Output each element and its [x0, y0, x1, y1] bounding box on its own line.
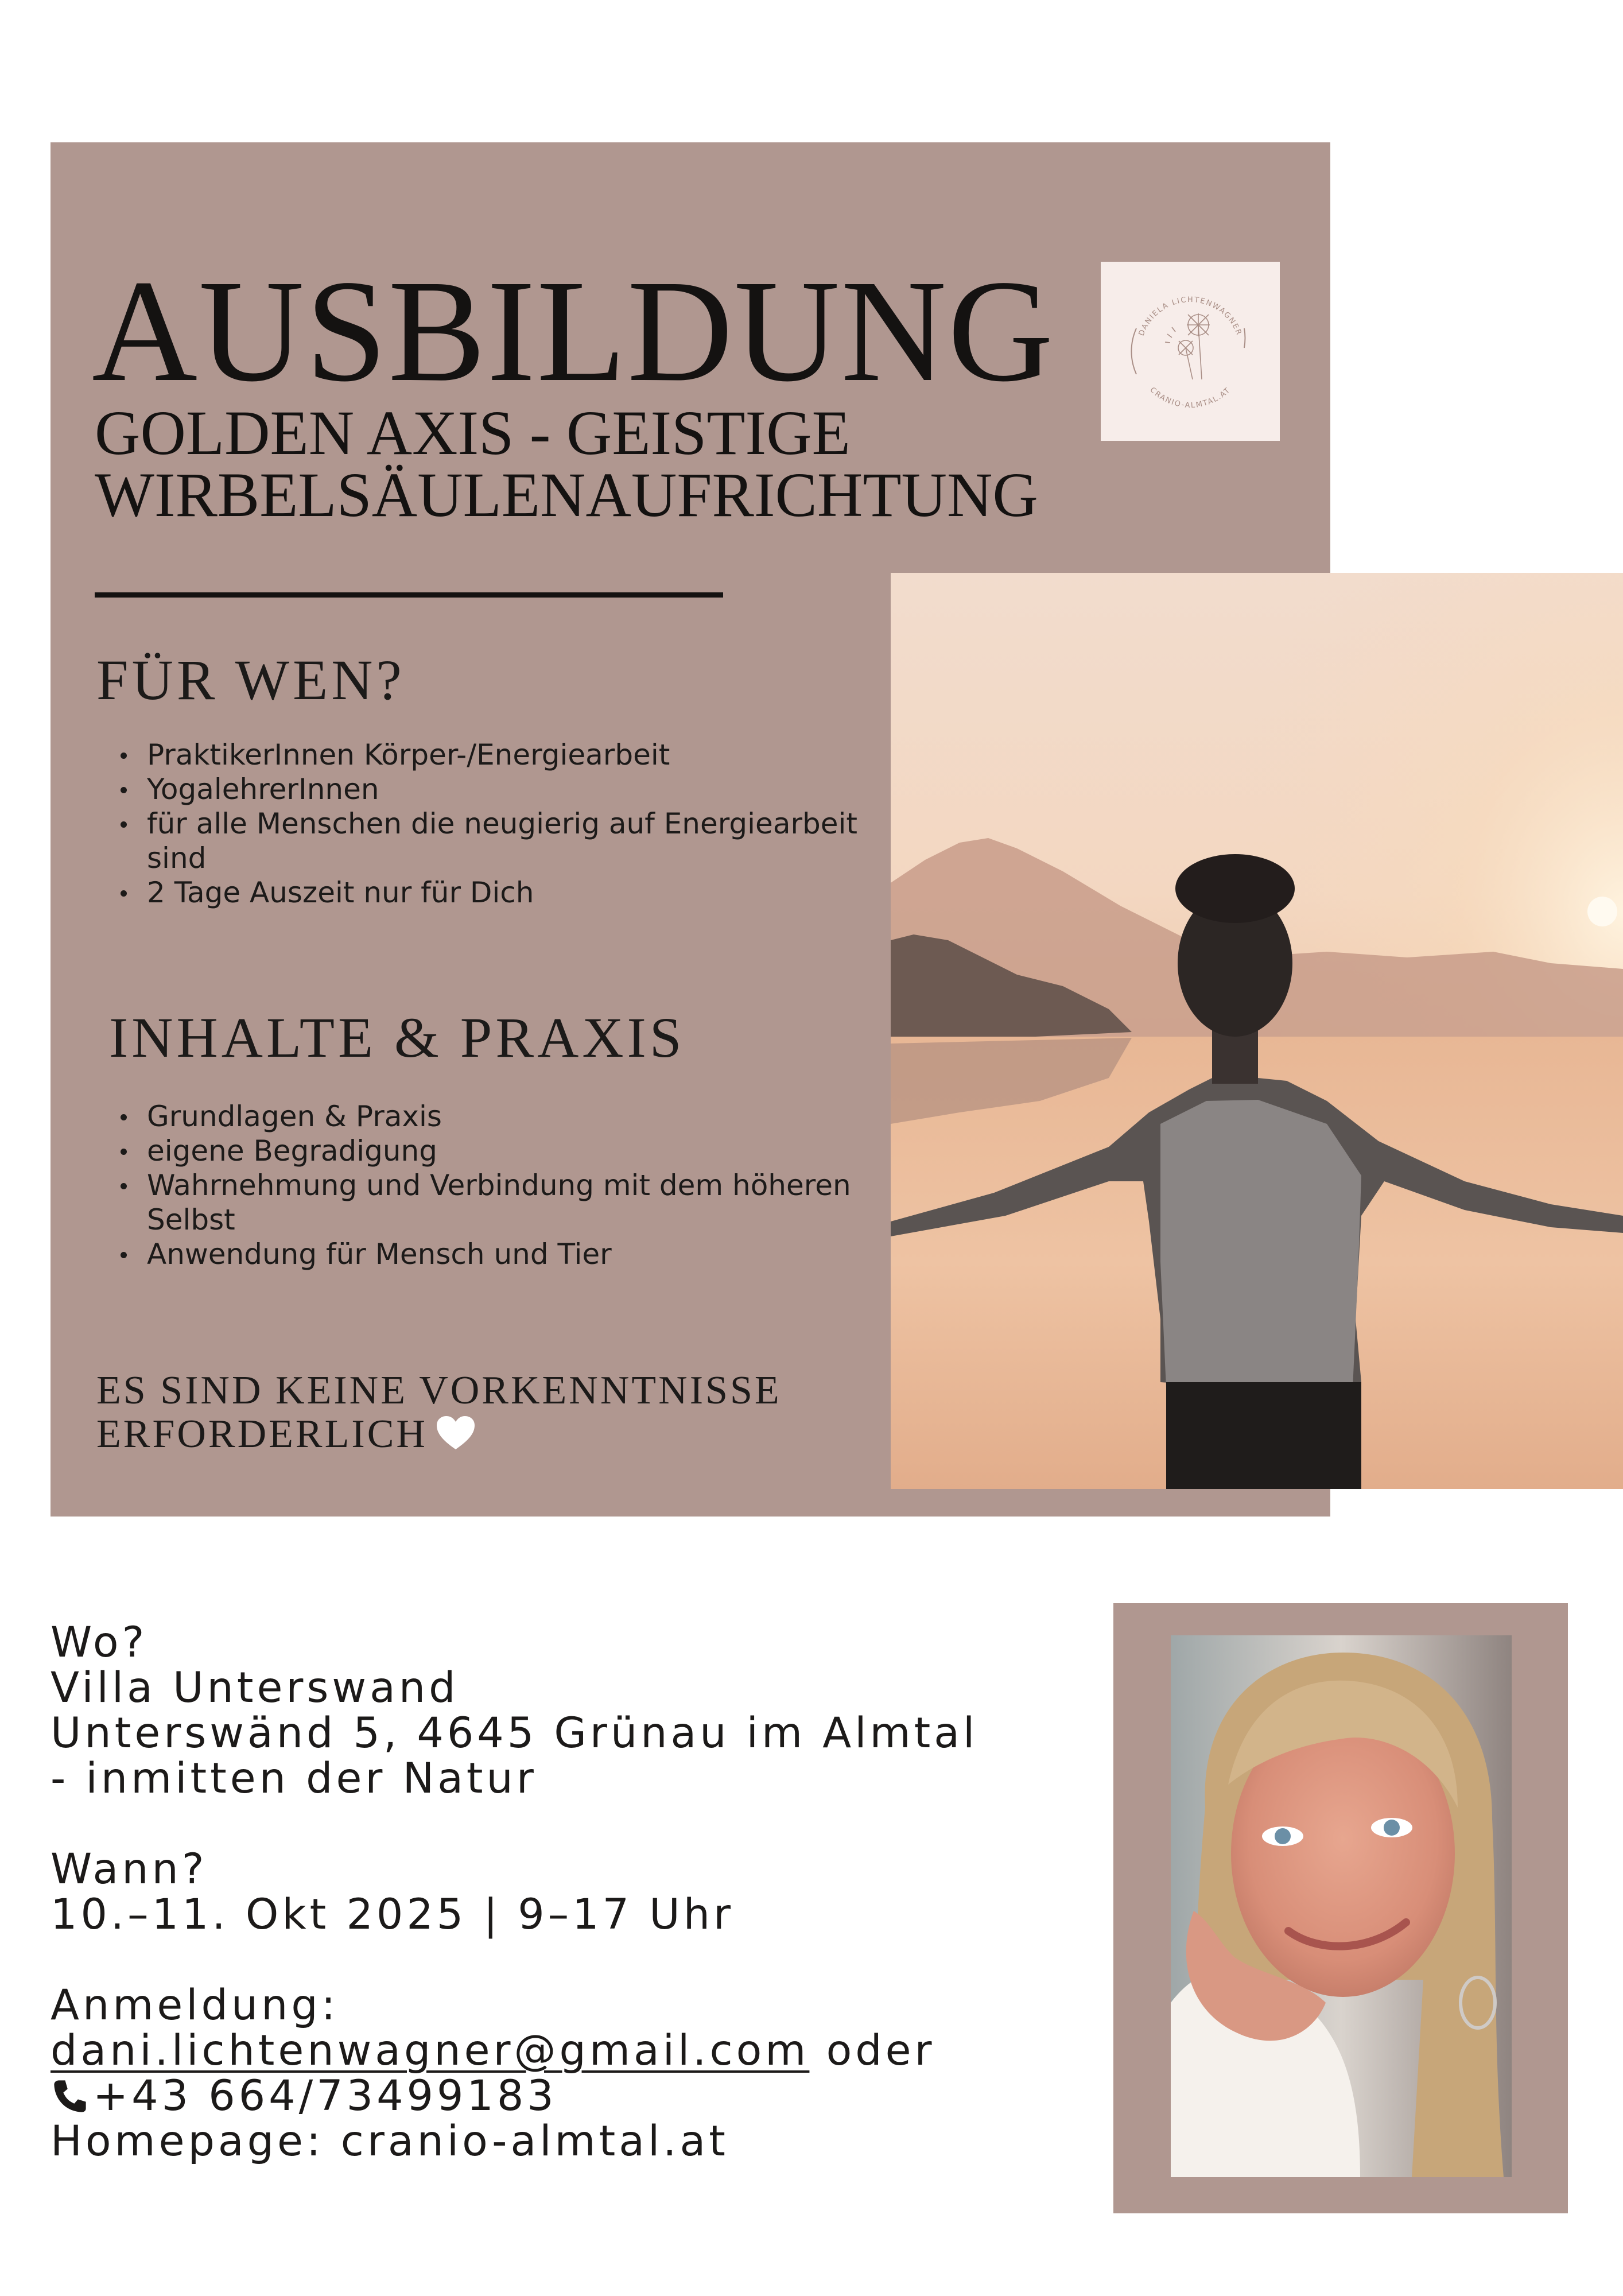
svg-text:CRANIO-ALMTAL.AT: [1148, 386, 1233, 410]
divider: [95, 592, 723, 598]
page-subtitle: [95, 398, 1185, 530]
sunset-photo: [891, 573, 1623, 1489]
event-date-time: 10.–11. Okt 2025 | 9–17 Uhr: [51, 1890, 734, 1939]
audience-list: [112, 738, 859, 910]
portrait-photo: [1171, 1635, 1512, 2177]
dandelion-logo-icon: [1101, 262, 1280, 441]
list-item: Anwendung für Mensch und Tier: [112, 1237, 859, 1271]
list-item: eigene Begradigung: [112, 1134, 859, 1168]
homepage[interactable]: Homepage: cranio-almtal.at: [51, 2117, 729, 2166]
heart-icon: [436, 1415, 476, 1460]
list-item: für alle Menschen die neugierig auf Energiearbeit sind: [112, 806, 859, 875]
phone-number[interactable]: +43 664/73499183: [93, 2072, 557, 2120]
venue-note: - inmitten der Natur: [51, 1754, 537, 1803]
venue-address: Unterswänd 5, 4645 Grünau im Almtal: [51, 1709, 979, 1758]
where-label: Wo?: [51, 1618, 148, 1667]
contents-heading: INHALTE & PRAXIS: [109, 1006, 685, 1069]
phone-icon: [51, 2077, 90, 2116]
note-line-2: ERFORDERLICH: [96, 1412, 428, 1456]
logo-arc-top-text: DANIELA LICHTENWAGNER: [1137, 295, 1244, 338]
audience-heading: FÜR WEN?: [96, 648, 405, 712]
logo-arc-bottom-text: CRANIO-ALMTAL.AT: [1148, 385, 1233, 410]
registration-label: Anmeldung:: [51, 1981, 339, 2030]
list-item: PraktikerInnen Körper-/Energiearbeit: [112, 738, 859, 772]
portrait-frame: [1113, 1603, 1568, 2213]
logo: [1101, 262, 1280, 441]
event-details: [51, 1620, 1026, 2164]
page-title: AUSBILDUNG: [92, 250, 1055, 412]
contents-list: [112, 1099, 859, 1271]
phone-line: [51, 2073, 1026, 2119]
when-label: Wann?: [51, 1845, 208, 1894]
list-item: YogalehrerInnen: [112, 772, 859, 806]
list-item: 2 Tage Auszeit nur für Dich: [112, 875, 859, 910]
note-line-1: ES SIND KEINE VORKENNTNISSE: [96, 1368, 782, 1413]
email-link[interactable]: dani.lichtenwagner@gmail.com: [51, 2026, 810, 2075]
venue-name: Villa Unterswand: [51, 1663, 459, 1712]
subtitle-line-1: GOLDEN AXIS - GEISTIGE: [95, 398, 851, 468]
list-item: Grundlagen & Praxis: [112, 1099, 859, 1134]
subtitle-line-2: WIRBELSÄULENAUFRICHTUNG: [95, 460, 1038, 530]
dandelion-icon: [1165, 313, 1210, 379]
prerequisite-note: [96, 1369, 782, 1460]
email-connector: oder: [809, 2026, 935, 2075]
registration-contact: [51, 2028, 1026, 2073]
list-item: Wahrnehmung und Verbindung mit dem höheren Selbst: [112, 1168, 859, 1237]
